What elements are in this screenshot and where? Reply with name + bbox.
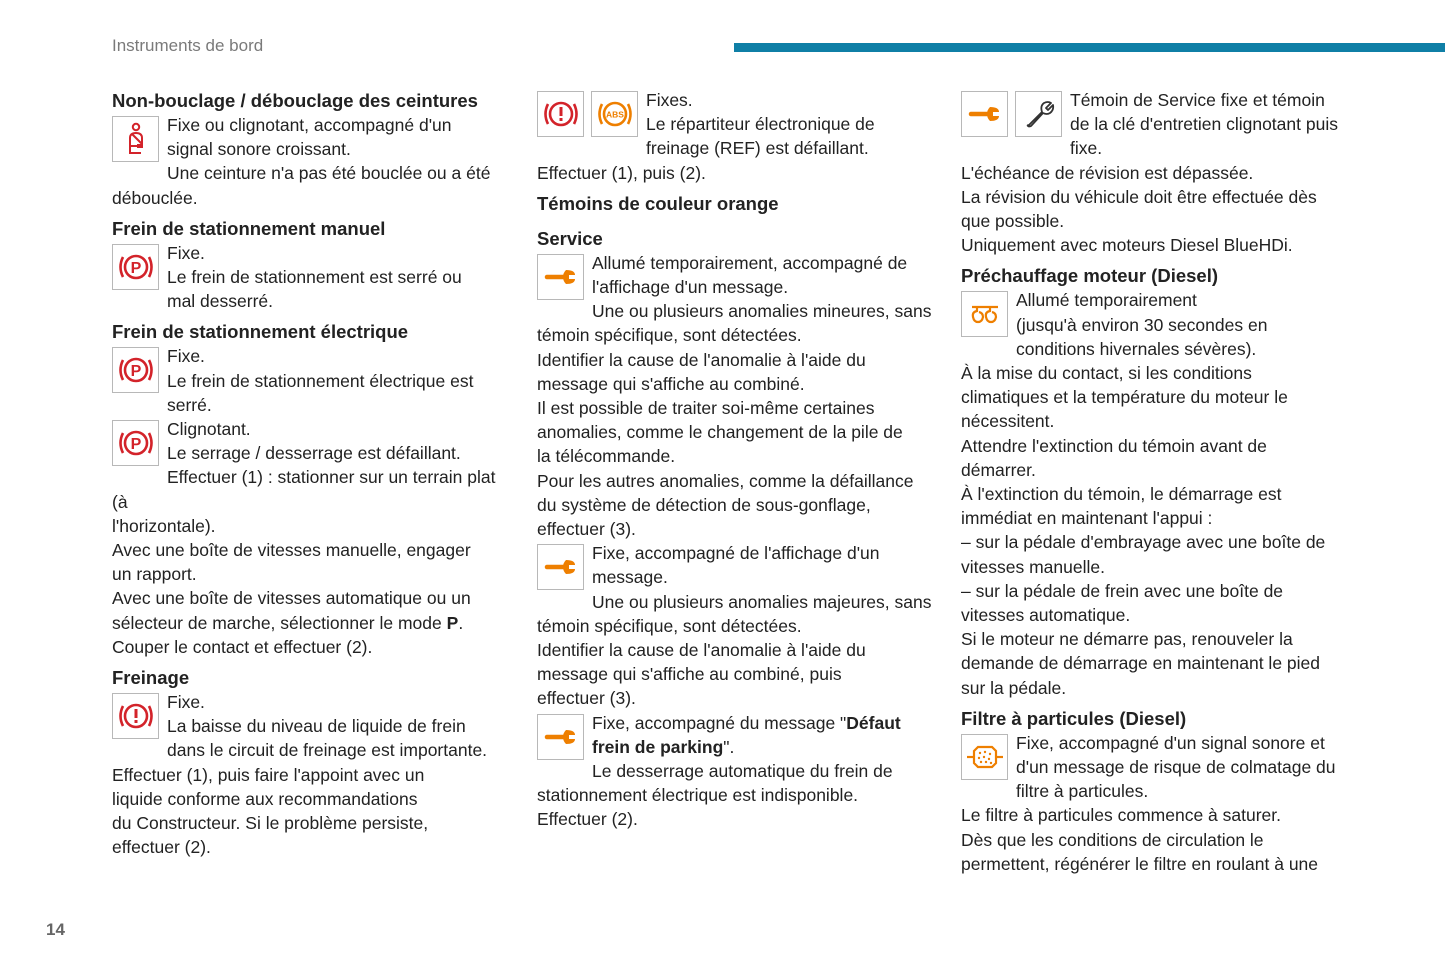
text-line: effectuer (3). xyxy=(537,688,636,709)
indicator-electric-parking-brake-flashing xyxy=(112,417,507,659)
text-line: Uniquement avec moteurs Diesel BlueHDi. xyxy=(961,235,1293,256)
text-line: Fixe. xyxy=(167,692,205,713)
particle-filter-icon xyxy=(961,734,1008,780)
indicator-ref xyxy=(537,88,937,185)
section-title-manual-parking-brake: Frein de stationnement manuel xyxy=(112,217,386,239)
svg-text:P: P xyxy=(130,363,141,381)
svg-text:P: P xyxy=(130,436,141,454)
indicator-parking-fault xyxy=(537,711,937,832)
indicator-service-temporary xyxy=(537,251,937,541)
text-line: Avec une boîte de vitesses manuelle, engager xyxy=(112,540,471,561)
text-line: À la mise du contact, si les conditions xyxy=(961,363,1252,384)
text-line: Le répartiteur électronique de xyxy=(646,114,875,135)
indicator-particle-filter xyxy=(961,731,1366,876)
indicator-electric-parking-brake-fixed xyxy=(112,344,507,417)
parking-brake-icon xyxy=(112,244,159,290)
indicator-preheating xyxy=(961,288,1366,699)
brake-warning-icon xyxy=(112,693,159,739)
section-title-particle-filter: Filtre à particules (Diesel) xyxy=(961,707,1187,729)
text-line: Fixe. xyxy=(167,346,205,367)
parking-brake-icon xyxy=(112,347,159,393)
text-line: Allumé temporairement xyxy=(1016,290,1197,311)
text-line: Fixe, accompagné du message "Défaut xyxy=(592,712,901,733)
text-line: débouclée. xyxy=(112,187,198,208)
text-line: Effectuer (1) : stationner sur un terrain plat (à xyxy=(112,467,496,512)
text-line: effectuer (2). xyxy=(112,837,211,858)
svg-text:ABS: ABS xyxy=(605,109,624,120)
running-header: Instruments de bord xyxy=(112,36,264,55)
text-line: climatiques et la température du moteur le xyxy=(961,387,1288,408)
text-line: Le frein de stationnement électrique est xyxy=(167,370,474,391)
text-line: Dès que les conditions de circulation le xyxy=(961,829,1264,850)
text-line: fixe. xyxy=(1070,138,1103,159)
text-line: mal desserré. xyxy=(167,291,274,312)
text-line: Pour les autres anomalies, comme la défaillance xyxy=(537,470,914,491)
column-1 xyxy=(112,88,507,859)
text-line: Une ceinture n'a pas été bouclée ou a été xyxy=(167,163,491,184)
text-line: sur la pédale. xyxy=(961,677,1067,698)
text-line: filtre à particules. xyxy=(1016,781,1149,802)
text-line: Il est possible de traiter soi-même certaines xyxy=(537,398,875,419)
text-line: message qui s'affiche au combiné. xyxy=(537,373,805,394)
text-line: Attendre l'extinction du témoin avant de xyxy=(961,435,1267,456)
wrench-icon xyxy=(961,91,1008,137)
text-line: stationnement électrique est indisponible. xyxy=(537,785,859,806)
text-line: du Constructeur. Si le problème persiste, xyxy=(112,813,429,834)
section-title-orange-lamps: Témoins de couleur orange xyxy=(537,192,779,214)
column-2 xyxy=(537,88,937,832)
text-line: (jusqu'à environ 30 secondes en xyxy=(1016,314,1268,335)
page-number: 14 xyxy=(46,920,65,939)
indicator-service-maintenance xyxy=(961,88,1366,257)
text-line: Le frein de stationnement est serré ou xyxy=(167,267,462,288)
text-line: – sur la pédale de frein avec une boîte de xyxy=(961,580,1284,601)
text-line: témoin spécifique, sont détectées. xyxy=(537,615,802,636)
text-line: de la clé d'entretien clignotant puis xyxy=(1070,114,1338,135)
wrench-icon xyxy=(537,714,584,760)
text-line: conditions hivernales sévères). xyxy=(1016,338,1257,359)
text-line: Fixes. xyxy=(646,90,693,110)
text-line: immédiat en maintenant l'appui : xyxy=(961,508,1213,529)
text-line: Fixe, accompagné d'un signal sonore et xyxy=(1016,732,1325,753)
text-line: – sur la pédale d'embrayage avec une boîte de xyxy=(961,532,1326,553)
text-line: un rapport. xyxy=(112,564,197,585)
seatbelt-icon xyxy=(112,116,159,162)
text-line: Le desserrage automatique du frein de xyxy=(592,761,893,782)
text-line: Identifier la cause de l'anomalie à l'aide du xyxy=(537,640,866,661)
text-line: Fixe. xyxy=(167,242,205,263)
text-line: démarrer. xyxy=(961,459,1036,480)
text-line: Effectuer (2). xyxy=(537,809,638,830)
wrench-icon xyxy=(537,544,584,590)
indicator-service-fixed xyxy=(537,541,937,710)
text-line: Avec une boîte de vitesses automatique ou un xyxy=(112,588,471,609)
text-line: freinage (REF) est défaillant. xyxy=(646,138,869,159)
text-line: Le serrage / desserrage est défaillant. xyxy=(167,443,461,464)
text-line: message qui s'affiche au combiné, puis xyxy=(537,664,842,685)
text-line: message. xyxy=(592,567,668,588)
text-line: nécessitent. xyxy=(961,411,1055,432)
text-line: signal sonore croissant. xyxy=(167,139,351,160)
abs-icon xyxy=(591,91,638,137)
text-line: vitesses automatique. xyxy=(961,605,1131,626)
indicator-seatbelt xyxy=(112,113,507,210)
text-line: l'affichage d'un message. xyxy=(592,277,789,298)
section-title-braking: Freinage xyxy=(112,667,190,689)
brake-warning-icon xyxy=(537,91,584,137)
text-line: L'échéance de révision est dépassée. xyxy=(961,162,1254,183)
text-line: sélecteur de marche, sélectionner le mode P. xyxy=(112,612,464,633)
text-line: témoin spécifique, sont détectées. xyxy=(537,325,802,346)
parking-brake-icon xyxy=(112,420,159,466)
maintenance-wrench-icon xyxy=(1015,91,1062,137)
section-title-preheating: Préchauffage moteur (Diesel) xyxy=(961,265,1219,287)
text-line: Témoin de Service fixe et témoin xyxy=(1070,90,1325,110)
text-line: Clignotant. xyxy=(167,419,251,440)
indicator-manual-parking-brake xyxy=(112,241,507,314)
text-line: Une ou plusieurs anomalies mineures, sans xyxy=(592,301,932,322)
text-line: Effectuer (1), puis faire l'appoint avec un xyxy=(112,764,425,785)
text-line: Allumé temporairement, accompagné de xyxy=(592,252,908,273)
text-line: Fixe, accompagné de l'affichage d'un xyxy=(592,543,880,564)
text-line: Effectuer (1), puis (2). xyxy=(537,162,706,183)
text-line: demande de démarrage en maintenant le pied xyxy=(961,653,1320,674)
text-line: que possible. xyxy=(961,211,1065,232)
text-line: Identifier la cause de l'anomalie à l'aide du xyxy=(537,349,866,370)
text-line: d'un message de risque de colmatage du xyxy=(1016,757,1336,778)
section-title-service: Service xyxy=(537,227,603,249)
text-line: Fixe ou clignotant, accompagné d'un xyxy=(167,115,452,135)
text-line: frein de parking". xyxy=(592,736,735,757)
text-line: effectuer (3). xyxy=(537,519,636,540)
column-3 xyxy=(961,88,1366,876)
text-line: serré. xyxy=(167,394,212,415)
text-line: dans le circuit de freinage est importante. xyxy=(167,740,488,761)
text-line: À l'extinction du témoin, le démarrage est xyxy=(961,484,1282,505)
text-line: l'horizontale). xyxy=(112,515,216,536)
text-line: La baisse du niveau de liquide de frein xyxy=(167,716,466,737)
text-line: anomalies, comme le changement de la pile de xyxy=(537,422,903,443)
indicator-braking xyxy=(112,690,507,859)
text-line: du système de détection de sous-gonflage, xyxy=(537,494,871,515)
section-title-seatbelt: Non-bouclage / débouclage des ceintures xyxy=(112,90,478,111)
text-line: la télécommande. xyxy=(537,446,676,467)
text-line: liquide conforme aux recommandations xyxy=(112,788,418,809)
text-line: Le filtre à particules commence à saturer. xyxy=(961,805,1282,826)
text-line: Si le moteur ne démarre pas, renouveler la xyxy=(961,629,1293,650)
section-title-electric-parking-brake: Frein de stationnement électrique xyxy=(112,321,409,343)
glow-plug-icon xyxy=(961,291,1008,337)
text-line: vitesses manuelle. xyxy=(961,556,1105,577)
wrench-icon xyxy=(537,254,584,300)
text-line: Couper le contact et effectuer (2). xyxy=(112,636,373,657)
svg-text:P: P xyxy=(130,259,141,277)
text-line: Une ou plusieurs anomalies majeures, sans xyxy=(592,591,932,612)
text-line: permettent, régénérer le filtre en roulant à une xyxy=(961,853,1319,874)
header-accent-bar xyxy=(734,43,1445,52)
text-line: La révision du véhicule doit être effectuée dès xyxy=(961,186,1317,207)
